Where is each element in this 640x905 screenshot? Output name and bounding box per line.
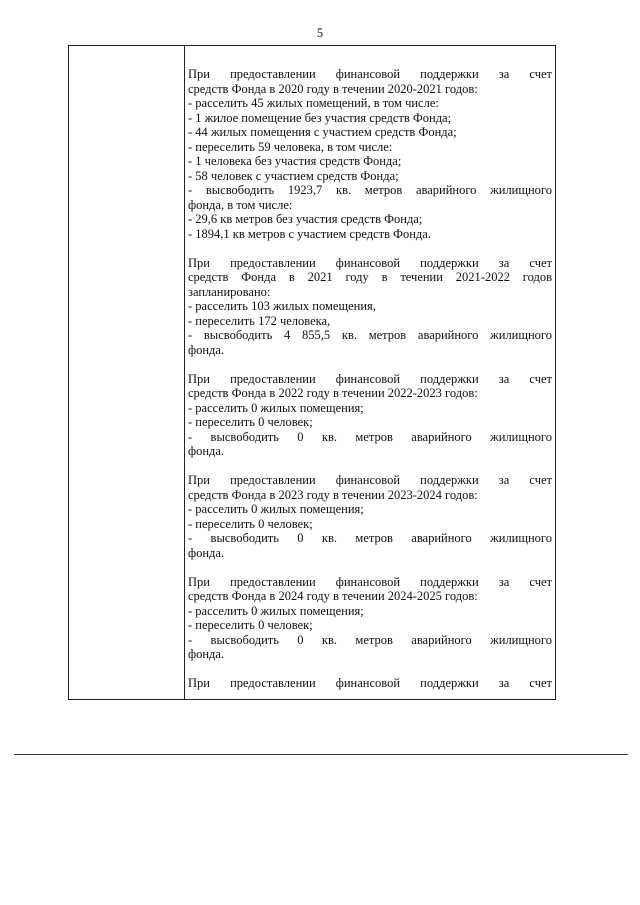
- text-line: фонда.: [188, 342, 225, 357]
- text-line: - переселить 0 человек;: [188, 516, 313, 531]
- text-line: - 1 жилое помещение без участия средств Фонда;: [188, 110, 452, 125]
- text-line: - переселить 59 человека, в том числе:: [188, 139, 393, 154]
- text-line: - 1 человека без участия средств Фонда;: [188, 154, 402, 168]
- text-line: средств Фонда в 2021 году в течении 2021-2022 годов: [188, 270, 552, 284]
- text-line: средств Фонда в 2024 году в течении 2024-2025 годов:: [188, 589, 478, 603]
- text-line: средств Фонда в 2023 году в течении 2023-2024 годов:: [188, 487, 478, 502]
- text-line: - высвободить 1923,7 кв. метров аварийного жилищного: [188, 183, 552, 197]
- text-line: При предоставлении финансовой поддержки за счет: [188, 473, 552, 487]
- text-block: [188, 67, 552, 241]
- table-right-cell: [185, 46, 555, 699]
- text-line: При предоставлении финансовой поддержки за счет: [188, 371, 552, 386]
- text-line: - переселить 0 человек;: [188, 415, 313, 429]
- text-line: При предоставлении финансовой поддержки за счет: [188, 676, 552, 690]
- text-line: При предоставлении финансовой поддержки за счет: [188, 67, 552, 81]
- text-line: - высвободить 0 кв. метров аварийного жилищного: [188, 531, 552, 545]
- text-line: - переселить 0 человек;: [188, 618, 313, 632]
- text-line: фонда, в том числе:: [188, 197, 293, 212]
- text-line: - высвободить 0 кв. метров аварийного жилищного: [188, 632, 552, 647]
- text-line: - расселить 103 жилых помещения,: [188, 299, 376, 313]
- text-line: - расселить 0 жилых помещения;: [188, 603, 364, 618]
- document-table: [68, 45, 556, 700]
- text-line: фонда.: [188, 444, 225, 458]
- text-line: - расселить 0 жилых помещения;: [188, 400, 364, 415]
- text-line: средств Фонда в 2020 году в течении 2020-2021 годов:: [188, 81, 478, 96]
- text-line: запланировано:: [188, 284, 271, 299]
- text-line: - 29,6 кв метров без участия средств Фонда;: [188, 212, 423, 226]
- text-line: - 58 человек с участием средств Фонда;: [188, 168, 399, 183]
- text-block: [188, 256, 552, 358]
- text-line: - высвободить 0 кв. метров аварийного жилищного: [188, 429, 552, 444]
- text-line: - расселить 45 жилых помещений, в том числе:: [188, 96, 439, 110]
- text-line: - расселить 0 жилых помещения;: [188, 502, 364, 516]
- text-line: фонда.: [188, 647, 225, 661]
- text-line: - 44 жилых помещения с участием средств Фонда;: [188, 125, 457, 139]
- page-number: 5: [316, 26, 324, 40]
- footer-rule: [14, 754, 628, 755]
- table-left-cell: [69, 46, 185, 699]
- text-block: [188, 372, 552, 459]
- text-block: [188, 575, 552, 662]
- text-line: При предоставлении финансовой поддержки за счет: [188, 255, 552, 270]
- text-block: [188, 676, 552, 691]
- text-line: фонда.: [188, 545, 225, 560]
- text-line: средств Фонда в 2022 году в течении 2022-2023 годов:: [188, 386, 478, 400]
- text-line: - высвободить 4 855,5 кв. метров аварийного жилищного: [188, 328, 552, 342]
- text-line: - 1894,1 кв метров с участием средств Фонда.: [188, 226, 431, 241]
- text-line: - переселить 172 человека,: [188, 313, 331, 328]
- text-block: [188, 473, 552, 560]
- text-line: При предоставлении финансовой поддержки за счет: [188, 574, 552, 589]
